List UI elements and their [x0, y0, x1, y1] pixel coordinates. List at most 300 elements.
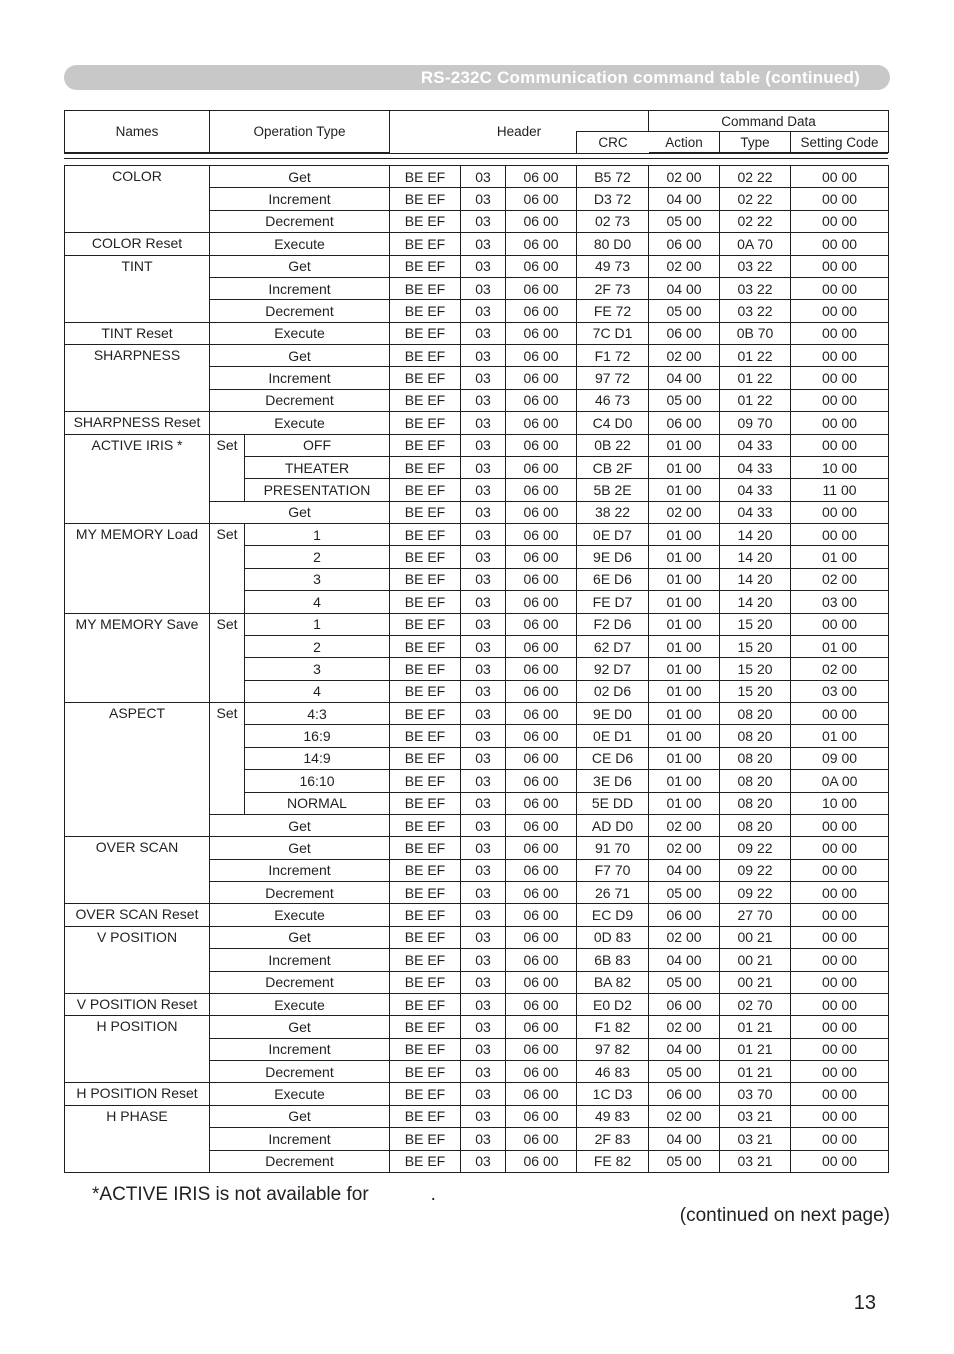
- row-crc: FE 82: [577, 1150, 649, 1172]
- row-type: 02 22: [720, 188, 791, 210]
- row-action: 01 00: [649, 792, 720, 814]
- row-operation: Increment: [210, 367, 390, 389]
- row-name: OVER SCAN: [65, 837, 210, 904]
- row-setting-code: 00 00: [791, 1016, 889, 1038]
- row-action: 05 00: [649, 389, 720, 411]
- row-operation: Increment: [210, 949, 390, 971]
- row-operation: Increment: [210, 1038, 390, 1060]
- row-name: OVER SCAN Reset: [65, 904, 210, 926]
- row-crc: F7 70: [577, 859, 649, 881]
- page-number: 13: [853, 1292, 876, 1314]
- row-header-1: BE EF: [390, 971, 461, 993]
- row-name: ACTIVE IRIS *: [65, 434, 210, 524]
- row-operation: 1: [245, 613, 390, 635]
- row-crc: 46 83: [577, 1061, 649, 1083]
- row-header-2: 03: [461, 322, 506, 344]
- row-name: H POSITION Reset: [65, 1083, 210, 1105]
- row-operation: Get: [210, 345, 390, 367]
- row-action: 04 00: [649, 949, 720, 971]
- row-header-3: 06 00: [506, 591, 577, 613]
- row-crc: 38 22: [577, 501, 649, 523]
- table-row: [65, 524, 889, 546]
- row-type: 09 22: [720, 882, 791, 904]
- row-setting-code: 00 00: [791, 1061, 889, 1083]
- row-operation: Decrement: [210, 1150, 390, 1172]
- row-header-3: 06 00: [506, 859, 577, 881]
- row-header-3: 06 00: [506, 345, 577, 367]
- row-type: 01 22: [720, 367, 791, 389]
- row-crc: 92 D7: [577, 658, 649, 680]
- row-setting-code: 00 00: [791, 1083, 889, 1105]
- row-operation: 3: [245, 568, 390, 590]
- row-header-1: BE EF: [390, 949, 461, 971]
- row-setting-code: 10 00: [791, 792, 889, 814]
- row-crc: 02 73: [577, 210, 649, 232]
- row-header-1: BE EF: [390, 1128, 461, 1150]
- row-crc: 91 70: [577, 837, 649, 859]
- row-setting-code: 01 00: [791, 725, 889, 747]
- row-header-3: 06 00: [506, 1150, 577, 1172]
- row-header-3: 06 00: [506, 703, 577, 725]
- row-action: 06 00: [649, 904, 720, 926]
- row-header-3: 06 00: [506, 255, 577, 277]
- row-setting-code: 00 00: [791, 703, 889, 725]
- row-operation: 16:9: [245, 725, 390, 747]
- row-header-2: 03: [461, 479, 506, 501]
- row-header-1: BE EF: [390, 725, 461, 747]
- row-operation: 2: [245, 635, 390, 657]
- row-action: 06 00: [649, 233, 720, 255]
- col-header-label: Header: [496, 124, 542, 140]
- row-header-2: 03: [461, 993, 506, 1015]
- row-type: 08 20: [720, 725, 791, 747]
- row-setting-code: 00 00: [791, 971, 889, 993]
- section-title: RS-232C Communication command table (continued): [420, 68, 860, 87]
- row-type: 00 21: [720, 949, 791, 971]
- row-header-2: 03: [461, 926, 506, 948]
- row-action: 02 00: [649, 837, 720, 859]
- row-header-2: 03: [461, 277, 506, 299]
- row-action: 05 00: [649, 210, 720, 232]
- row-operation: 4:3: [245, 703, 390, 725]
- row-header-3: 06 00: [506, 993, 577, 1015]
- row-set-label: Set: [210, 434, 245, 501]
- row-operation: Execute: [210, 993, 390, 1015]
- footnote: [92, 1184, 436, 1206]
- row-type: 02 70: [720, 993, 791, 1015]
- row-header-1: BE EF: [390, 926, 461, 948]
- row-setting-code: 00 00: [791, 1128, 889, 1150]
- row-type: 15 20: [720, 680, 791, 702]
- row-action: 01 00: [649, 613, 720, 635]
- row-header-1: BE EF: [390, 1105, 461, 1127]
- row-crc: AD D0: [577, 814, 649, 836]
- row-crc: 9E D6: [577, 546, 649, 568]
- row-header-2: 03: [461, 1061, 506, 1083]
- row-header-3: 06 00: [506, 680, 577, 702]
- row-type: 03 22: [720, 277, 791, 299]
- row-type: 09 22: [720, 837, 791, 859]
- row-crc: 7C D1: [577, 322, 649, 344]
- row-header-3: 06 00: [506, 770, 577, 792]
- row-setting-code: 02 00: [791, 658, 889, 680]
- continued-note: (continued on next page): [679, 1205, 890, 1226]
- row-operation: Decrement: [210, 971, 390, 993]
- row-crc: 1C D3: [577, 1083, 649, 1105]
- row-header-3: 06 00: [506, 1105, 577, 1127]
- row-header-3: 06 00: [506, 904, 577, 926]
- row-type: 15 20: [720, 635, 791, 657]
- row-operation: 16:10: [245, 770, 390, 792]
- row-crc: 49 73: [577, 255, 649, 277]
- table-row: [65, 1105, 889, 1127]
- row-crc: 5B 2E: [577, 479, 649, 501]
- row-header-1: BE EF: [390, 1061, 461, 1083]
- col-action: Action: [649, 132, 720, 153]
- row-setting-code: 00 00: [791, 188, 889, 210]
- row-header-3: 06 00: [506, 456, 577, 478]
- row-operation: Decrement: [210, 1061, 390, 1083]
- row-operation: 1: [245, 524, 390, 546]
- row-header-1: BE EF: [390, 412, 461, 434]
- row-header-1: BE EF: [390, 479, 461, 501]
- row-operation: Increment: [210, 188, 390, 210]
- row-header-2: 03: [461, 166, 506, 188]
- command-table: [64, 165, 889, 1173]
- row-operation: Get: [210, 255, 390, 277]
- row-crc: 5E DD: [577, 792, 649, 814]
- row-operation: 2: [245, 546, 390, 568]
- row-header-1: BE EF: [390, 591, 461, 613]
- row-header-1: BE EF: [390, 345, 461, 367]
- row-header-1: BE EF: [390, 255, 461, 277]
- row-setting-code: 00 00: [791, 993, 889, 1015]
- row-type: 08 20: [720, 792, 791, 814]
- row-type: 08 20: [720, 770, 791, 792]
- row-action: 01 00: [649, 635, 720, 657]
- row-setting-code: 00 00: [791, 859, 889, 881]
- row-header-3: 06 00: [506, 882, 577, 904]
- row-header-2: 03: [461, 300, 506, 322]
- row-header-1: BE EF: [390, 524, 461, 546]
- row-crc: 02 D6: [577, 680, 649, 702]
- table-row: [65, 613, 889, 635]
- row-operation: PRESENTATION: [245, 479, 390, 501]
- row-operation: Execute: [210, 322, 390, 344]
- row-header-1: BE EF: [390, 859, 461, 881]
- row-header-2: 03: [461, 367, 506, 389]
- row-header-3: 06 00: [506, 635, 577, 657]
- row-setting-code: 00 00: [791, 501, 889, 523]
- row-name: TINT: [65, 255, 210, 322]
- row-header-1: BE EF: [390, 993, 461, 1015]
- row-action: 01 00: [649, 725, 720, 747]
- row-header-2: 03: [461, 971, 506, 993]
- table-row: [65, 233, 889, 255]
- row-action: 04 00: [649, 277, 720, 299]
- row-header-3: 06 00: [506, 568, 577, 590]
- row-operation: Decrement: [210, 300, 390, 322]
- row-header-1: BE EF: [390, 770, 461, 792]
- row-operation: 3: [245, 658, 390, 680]
- row-crc: BA 82: [577, 971, 649, 993]
- row-header-1: BE EF: [390, 233, 461, 255]
- row-name: SHARPNESS: [65, 345, 210, 412]
- row-setting-code: 01 00: [791, 546, 889, 568]
- row-header-2: 03: [461, 345, 506, 367]
- row-action: 01 00: [649, 479, 720, 501]
- row-header-2: 03: [461, 658, 506, 680]
- row-operation: Get: [210, 814, 390, 836]
- row-crc: 6B 83: [577, 949, 649, 971]
- row-type: 00 21: [720, 926, 791, 948]
- row-action: 02 00: [649, 345, 720, 367]
- row-crc: CB 2F: [577, 456, 649, 478]
- row-action: 05 00: [649, 300, 720, 322]
- row-operation: Execute: [210, 904, 390, 926]
- row-type: 08 20: [720, 814, 791, 836]
- row-type: 01 21: [720, 1038, 791, 1060]
- row-header-3: 06 00: [506, 747, 577, 769]
- row-setting-code: 00 00: [791, 1150, 889, 1172]
- row-setting-code: 11 00: [791, 479, 889, 501]
- row-name: TINT Reset: [65, 322, 210, 344]
- row-header-1: BE EF: [390, 322, 461, 344]
- row-action: 06 00: [649, 1083, 720, 1105]
- row-header-2: 03: [461, 501, 506, 523]
- row-setting-code: 00 00: [791, 345, 889, 367]
- row-header-2: 03: [461, 389, 506, 411]
- row-setting-code: 00 00: [791, 434, 889, 456]
- row-header-2: 03: [461, 725, 506, 747]
- row-crc: D3 72: [577, 188, 649, 210]
- row-setting-code: 10 00: [791, 456, 889, 478]
- row-operation: Decrement: [210, 210, 390, 232]
- header-rule: [64, 158, 888, 159]
- row-header-1: BE EF: [390, 904, 461, 926]
- row-header-1: BE EF: [390, 568, 461, 590]
- row-header-1: BE EF: [390, 613, 461, 635]
- row-action: 01 00: [649, 658, 720, 680]
- row-crc: E0 D2: [577, 993, 649, 1015]
- row-header-2: 03: [461, 949, 506, 971]
- row-setting-code: 00 00: [791, 837, 889, 859]
- row-header-3: 06 00: [506, 1038, 577, 1060]
- row-type: 09 22: [720, 859, 791, 881]
- row-operation: Increment: [210, 859, 390, 881]
- row-header-3: 06 00: [506, 613, 577, 635]
- row-header-2: 03: [461, 434, 506, 456]
- row-crc: F1 72: [577, 345, 649, 367]
- row-name: H POSITION: [65, 1016, 210, 1083]
- row-header-2: 03: [461, 524, 506, 546]
- row-header-2: 03: [461, 703, 506, 725]
- row-operation: NORMAL: [245, 792, 390, 814]
- row-operation: 4: [245, 680, 390, 702]
- row-type: 01 21: [720, 1061, 791, 1083]
- row-setting-code: 00 00: [791, 300, 889, 322]
- row-crc: 62 D7: [577, 635, 649, 657]
- row-type: 03 21: [720, 1128, 791, 1150]
- row-crc: 0E D1: [577, 725, 649, 747]
- row-name: V POSITION: [65, 926, 210, 993]
- row-header-1: BE EF: [390, 434, 461, 456]
- row-header-2: 03: [461, 591, 506, 613]
- row-crc: 49 83: [577, 1105, 649, 1127]
- row-type: 08 20: [720, 703, 791, 725]
- row-operation: Increment: [210, 277, 390, 299]
- row-setting-code: 00 00: [791, 1105, 889, 1127]
- row-action: 01 00: [649, 770, 720, 792]
- row-action: 05 00: [649, 1061, 720, 1083]
- row-header-2: 03: [461, 882, 506, 904]
- col-type: Type: [720, 132, 791, 153]
- row-header-1: BE EF: [390, 1083, 461, 1105]
- row-crc: 9E D0: [577, 703, 649, 725]
- row-name: MY MEMORY Load: [65, 524, 210, 614]
- row-header-3: 06 00: [506, 389, 577, 411]
- row-header-1: BE EF: [390, 792, 461, 814]
- row-setting-code: 03 00: [791, 591, 889, 613]
- row-header-1: BE EF: [390, 658, 461, 680]
- row-header-3: 06 00: [506, 1083, 577, 1105]
- row-type: 27 70: [720, 904, 791, 926]
- row-operation: Get: [210, 166, 390, 188]
- row-setting-code: 00 00: [791, 949, 889, 971]
- row-operation: Execute: [210, 233, 390, 255]
- row-operation: THEATER: [245, 456, 390, 478]
- row-operation: Execute: [210, 1083, 390, 1105]
- row-action: 02 00: [649, 255, 720, 277]
- row-header-2: 03: [461, 1083, 506, 1105]
- row-crc: 26 71: [577, 882, 649, 904]
- row-type: 15 20: [720, 658, 791, 680]
- row-header-3: 06 00: [506, 837, 577, 859]
- row-header-2: 03: [461, 1038, 506, 1060]
- row-header-1: BE EF: [390, 837, 461, 859]
- row-header-1: BE EF: [390, 210, 461, 232]
- row-crc: F1 82: [577, 1016, 649, 1038]
- row-header-3: 06 00: [506, 926, 577, 948]
- row-type: 08 20: [720, 747, 791, 769]
- row-header-3: 06 00: [506, 188, 577, 210]
- row-header-3: 06 00: [506, 479, 577, 501]
- table-row: [65, 412, 889, 434]
- row-header-2: 03: [461, 904, 506, 926]
- row-crc: CE D6: [577, 747, 649, 769]
- row-type: 03 21: [720, 1150, 791, 1172]
- row-type: 14 20: [720, 546, 791, 568]
- row-header-1: BE EF: [390, 635, 461, 657]
- row-header-1: BE EF: [390, 188, 461, 210]
- row-type: 03 21: [720, 1105, 791, 1127]
- row-crc: FE 72: [577, 300, 649, 322]
- row-action: 01 00: [649, 456, 720, 478]
- row-type: 14 20: [720, 524, 791, 546]
- row-crc: 2F 73: [577, 277, 649, 299]
- row-header-3: 06 00: [506, 1061, 577, 1083]
- row-action: 05 00: [649, 971, 720, 993]
- row-operation: Get: [210, 926, 390, 948]
- row-setting-code: 00 00: [791, 613, 889, 635]
- row-action: 06 00: [649, 322, 720, 344]
- row-type: 01 21: [720, 1016, 791, 1038]
- row-header-2: 03: [461, 1128, 506, 1150]
- row-operation: Execute: [210, 412, 390, 434]
- row-name: COLOR Reset: [65, 233, 210, 255]
- row-header-1: BE EF: [390, 1038, 461, 1060]
- row-header-1: BE EF: [390, 367, 461, 389]
- row-header-1: BE EF: [390, 389, 461, 411]
- row-header-2: 03: [461, 412, 506, 434]
- row-header-2: 03: [461, 859, 506, 881]
- table-row: [65, 1016, 889, 1038]
- row-name: ASPECT: [65, 703, 210, 837]
- row-header-3: 06 00: [506, 725, 577, 747]
- row-action: 04 00: [649, 859, 720, 881]
- row-crc: EC D9: [577, 904, 649, 926]
- row-action: 06 00: [649, 993, 720, 1015]
- row-header-3: 06 00: [506, 1016, 577, 1038]
- row-crc: 2F 83: [577, 1128, 649, 1150]
- row-header-1: BE EF: [390, 166, 461, 188]
- table-row: [65, 434, 889, 456]
- row-setting-code: 00 00: [791, 389, 889, 411]
- row-type: 09 70: [720, 412, 791, 434]
- row-setting-code: 00 00: [791, 210, 889, 232]
- row-header-2: 03: [461, 680, 506, 702]
- row-type: 00 21: [720, 971, 791, 993]
- row-setting-code: 00 00: [791, 926, 889, 948]
- table-row: [65, 255, 889, 277]
- row-header-2: 03: [461, 255, 506, 277]
- row-name: V POSITION Reset: [65, 993, 210, 1015]
- row-header-2: 03: [461, 1150, 506, 1172]
- row-type: 03 22: [720, 300, 791, 322]
- row-crc: F2 D6: [577, 613, 649, 635]
- row-type: 04 33: [720, 434, 791, 456]
- row-header-2: 03: [461, 210, 506, 232]
- row-setting-code: 02 00: [791, 568, 889, 590]
- row-header-2: 03: [461, 233, 506, 255]
- row-header-1: BE EF: [390, 747, 461, 769]
- row-header-2: 03: [461, 188, 506, 210]
- row-header-3: 06 00: [506, 367, 577, 389]
- row-action: 01 00: [649, 680, 720, 702]
- row-action: 02 00: [649, 926, 720, 948]
- row-type: 14 20: [720, 568, 791, 590]
- row-name: H PHASE: [65, 1105, 210, 1172]
- row-setting-code: 00 00: [791, 322, 889, 344]
- row-action: 02 00: [649, 501, 720, 523]
- row-header-3: 06 00: [506, 166, 577, 188]
- row-action: 05 00: [649, 1150, 720, 1172]
- row-header-3: 06 00: [506, 971, 577, 993]
- row-header-3: 06 00: [506, 949, 577, 971]
- row-header-1: BE EF: [390, 456, 461, 478]
- row-header-1: BE EF: [390, 1150, 461, 1172]
- row-header-3: 06 00: [506, 412, 577, 434]
- row-type: 03 70: [720, 1083, 791, 1105]
- row-action: 01 00: [649, 546, 720, 568]
- row-header-2: 03: [461, 635, 506, 657]
- col-crc: [576, 131, 649, 154]
- row-action: 04 00: [649, 188, 720, 210]
- row-header-2: 03: [461, 792, 506, 814]
- row-header-3: 06 00: [506, 277, 577, 299]
- row-set-label: Set: [210, 703, 245, 815]
- col-names: Names: [65, 111, 210, 153]
